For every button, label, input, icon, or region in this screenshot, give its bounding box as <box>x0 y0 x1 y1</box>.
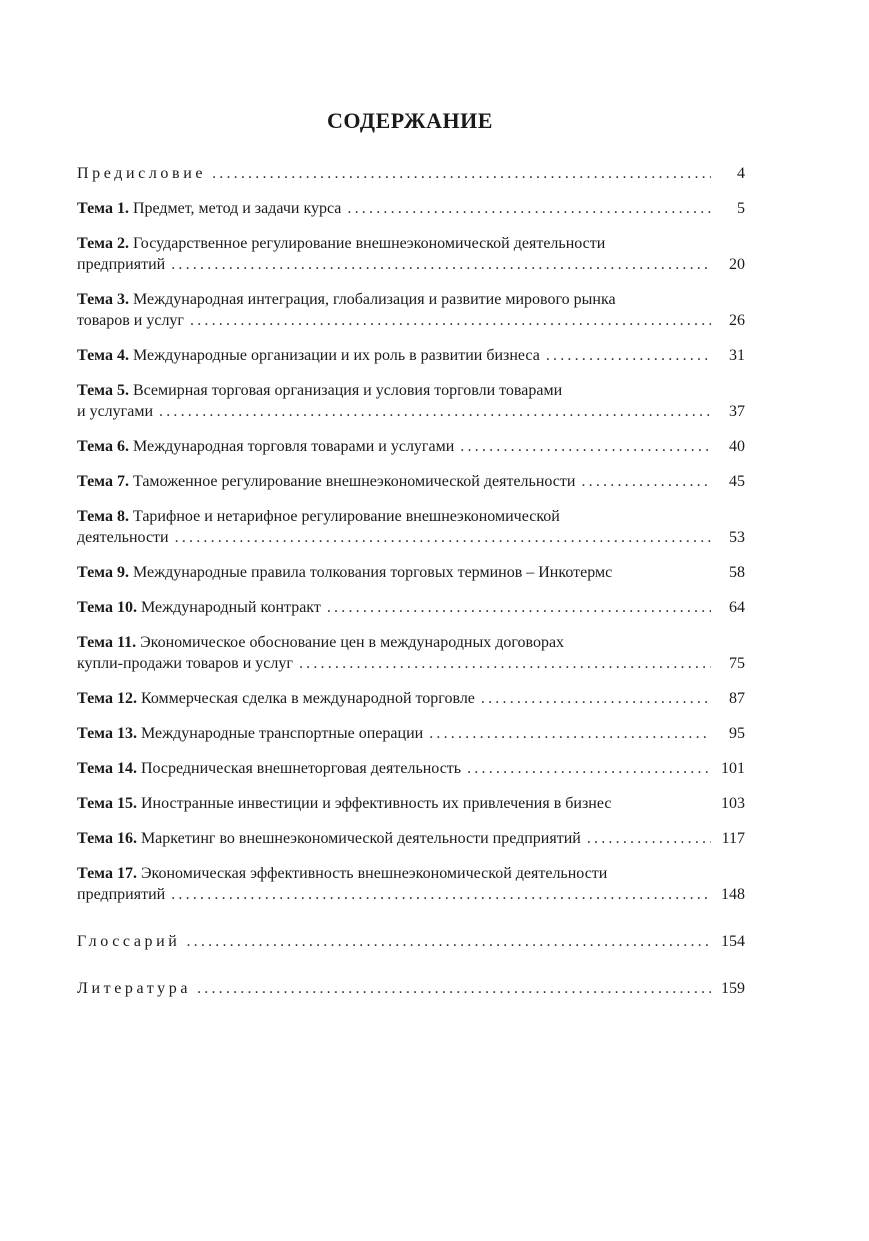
leader-dots <box>546 345 711 366</box>
leader-dots <box>460 436 711 457</box>
toc-entry-text: Иностранные инвестиции и эффективность их привлечения в бизнес <box>140 795 612 812</box>
leader-dots <box>159 401 711 422</box>
toc-topic-number: Тема 15. <box>77 795 137 812</box>
toc-topic-number: Тема 6. <box>77 438 129 455</box>
toc-entry-text: Международные транспортные операции <box>140 725 424 742</box>
toc-entry-text: Коммерческая сделка в международной торговле <box>140 690 475 707</box>
toc-entry-text: товаров и услуг <box>77 312 184 329</box>
toc-entry-text: Предисловие <box>77 165 207 182</box>
leader-dots <box>327 597 711 618</box>
toc-topic-number: Тема 1. <box>77 200 129 217</box>
toc-entry-topic-3[interactable] <box>77 289 745 331</box>
toc-entry-text: купли-продажи товаров и услуг <box>77 655 293 672</box>
toc-entry-text-line1: Государственное регулирование внешнеэкономической деятельности <box>132 235 606 252</box>
toc-page-number: 45 <box>729 473 745 490</box>
toc-page-number: 37 <box>729 403 745 420</box>
toc-entry-topic-9[interactable] <box>77 562 745 583</box>
toc-entry-topic-6[interactable] <box>77 436 745 457</box>
leader-dots <box>175 527 711 548</box>
toc-entry-topic-13[interactable] <box>77 723 745 744</box>
toc-topic-number: Тема 14. <box>77 760 137 777</box>
leader-dots <box>587 828 711 849</box>
toc-page-number: 58 <box>729 564 745 581</box>
toc-topic-number: Тема 17. <box>77 865 137 882</box>
toc-topic-number: Тема 3. <box>77 291 129 308</box>
toc-page-number: 101 <box>721 760 745 777</box>
toc-entry-text: Посредническая внешнеторговая деятельность <box>140 760 462 777</box>
toc-entry-topic-7[interactable] <box>77 471 745 492</box>
toc-topic-number: Тема 16. <box>77 830 137 847</box>
toc-entry-text-line1: Тарифное и нетарифное регулирование внешнеэкономической <box>132 508 560 525</box>
toc-entry-topic-5[interactable] <box>77 380 745 422</box>
leader-dots <box>299 653 711 674</box>
leader-dots <box>186 931 711 952</box>
toc-entry-text: предприятий <box>77 256 166 273</box>
toc-page-number: 87 <box>729 690 745 707</box>
toc-page-number: 20 <box>729 256 745 273</box>
toc-page-number: 95 <box>729 725 745 742</box>
toc-entry-topic-8[interactable] <box>77 506 745 548</box>
toc-entry-text-line1: Экономическая эффективность внешнеэкономической деятельности <box>140 865 608 882</box>
toc-entry-text-line1: Международная интеграция, глобализация и развитие мирового рынка <box>132 291 616 308</box>
toc-entry-text-line1: Экономическое обоснование цен в международных договорах <box>140 634 565 651</box>
toc-page-number: 154 <box>721 933 745 950</box>
toc-entry-glossary[interactable] <box>77 931 745 952</box>
toc-entry-topic-12[interactable] <box>77 688 745 709</box>
toc-entry-text-line1: Всемирная торговая организация и условия торговли товарами <box>132 382 563 399</box>
leader-dots <box>429 723 711 744</box>
toc-page-number: 148 <box>721 886 745 903</box>
toc-topic-number: Тема 9. <box>77 564 129 581</box>
toc-page-number: 4 <box>737 165 745 182</box>
toc-entry-text: Международный контракт <box>140 599 321 616</box>
table-of-contents <box>77 163 745 1013</box>
page-title: СОДЕРЖАНИЕ <box>327 108 493 133</box>
toc-entry-text: Предмет, метод и задачи курса <box>132 200 342 217</box>
toc-entry-topic-10[interactable] <box>77 597 745 618</box>
toc-entry-text: и услугами <box>77 403 153 420</box>
leader-dots <box>481 688 711 709</box>
toc-topic-number: Тема 13. <box>77 725 137 742</box>
toc-page-number: 159 <box>721 980 745 997</box>
toc-entry-topic-17[interactable] <box>77 863 745 905</box>
toc-page-number: 31 <box>729 347 745 364</box>
toc-entry-text: деятельности <box>77 529 169 546</box>
toc-topic-number: Тема 4. <box>77 347 129 364</box>
toc-entry-text: Литература <box>77 980 192 997</box>
toc-page-number: 117 <box>721 830 745 847</box>
toc-topic-number: Тема 10. <box>77 599 137 616</box>
toc-entry-text: Таможенное регулирование внешнеэкономической деятельности <box>132 473 576 490</box>
toc-entry-topic-11[interactable] <box>77 632 745 674</box>
toc-entry-topic-2[interactable] <box>77 233 745 275</box>
toc-topic-number: Тема 12. <box>77 690 137 707</box>
leader-dots <box>581 471 711 492</box>
toc-entry-topic-16[interactable] <box>77 828 745 849</box>
toc-page-number: 103 <box>721 795 745 812</box>
toc-entry-topic-4[interactable] <box>77 345 745 366</box>
leader-dots <box>467 758 711 779</box>
toc-page-number: 53 <box>729 529 745 546</box>
toc-topic-number: Тема 8. <box>77 508 129 525</box>
leader-dots <box>197 978 711 999</box>
toc-entry-text: Международная торговля товарами и услугами <box>132 438 455 455</box>
toc-page-number: 40 <box>729 438 745 455</box>
leader-dots <box>190 310 711 331</box>
leader-dots <box>171 884 711 905</box>
toc-entry-text: Международные правила толкования торговых терминов – Инкотермс <box>132 564 613 581</box>
toc-page-number: 64 <box>729 599 745 616</box>
toc-entry-literature[interactable] <box>77 978 745 999</box>
toc-entry-topic-15[interactable] <box>77 793 745 814</box>
toc-entry-topic-1[interactable] <box>77 198 745 219</box>
toc-entry-text: Глоссарий <box>77 933 181 950</box>
toc-entry-text: предприятий <box>77 886 166 903</box>
toc-page-number: 5 <box>737 200 745 217</box>
toc-topic-number: Тема 11. <box>77 634 137 651</box>
toc-page-number: 75 <box>729 655 745 672</box>
toc-entry-text: Международные организации и их роль в развитии бизнеса <box>132 347 540 364</box>
toc-entry-text: Маркетинг во внешнеэкономической деятельности предприятий <box>140 830 581 847</box>
toc-topic-number: Тема 7. <box>77 473 129 490</box>
toc-page-number: 26 <box>729 312 745 329</box>
toc-entry-topic-14[interactable] <box>77 758 745 779</box>
toc-entry-foreword[interactable] <box>77 163 745 184</box>
toc-topic-number: Тема 5. <box>77 382 129 399</box>
leader-dots <box>347 198 711 219</box>
leader-dots <box>171 254 711 275</box>
leader-dots <box>212 163 711 184</box>
toc-topic-number: Тема 2. <box>77 235 129 252</box>
